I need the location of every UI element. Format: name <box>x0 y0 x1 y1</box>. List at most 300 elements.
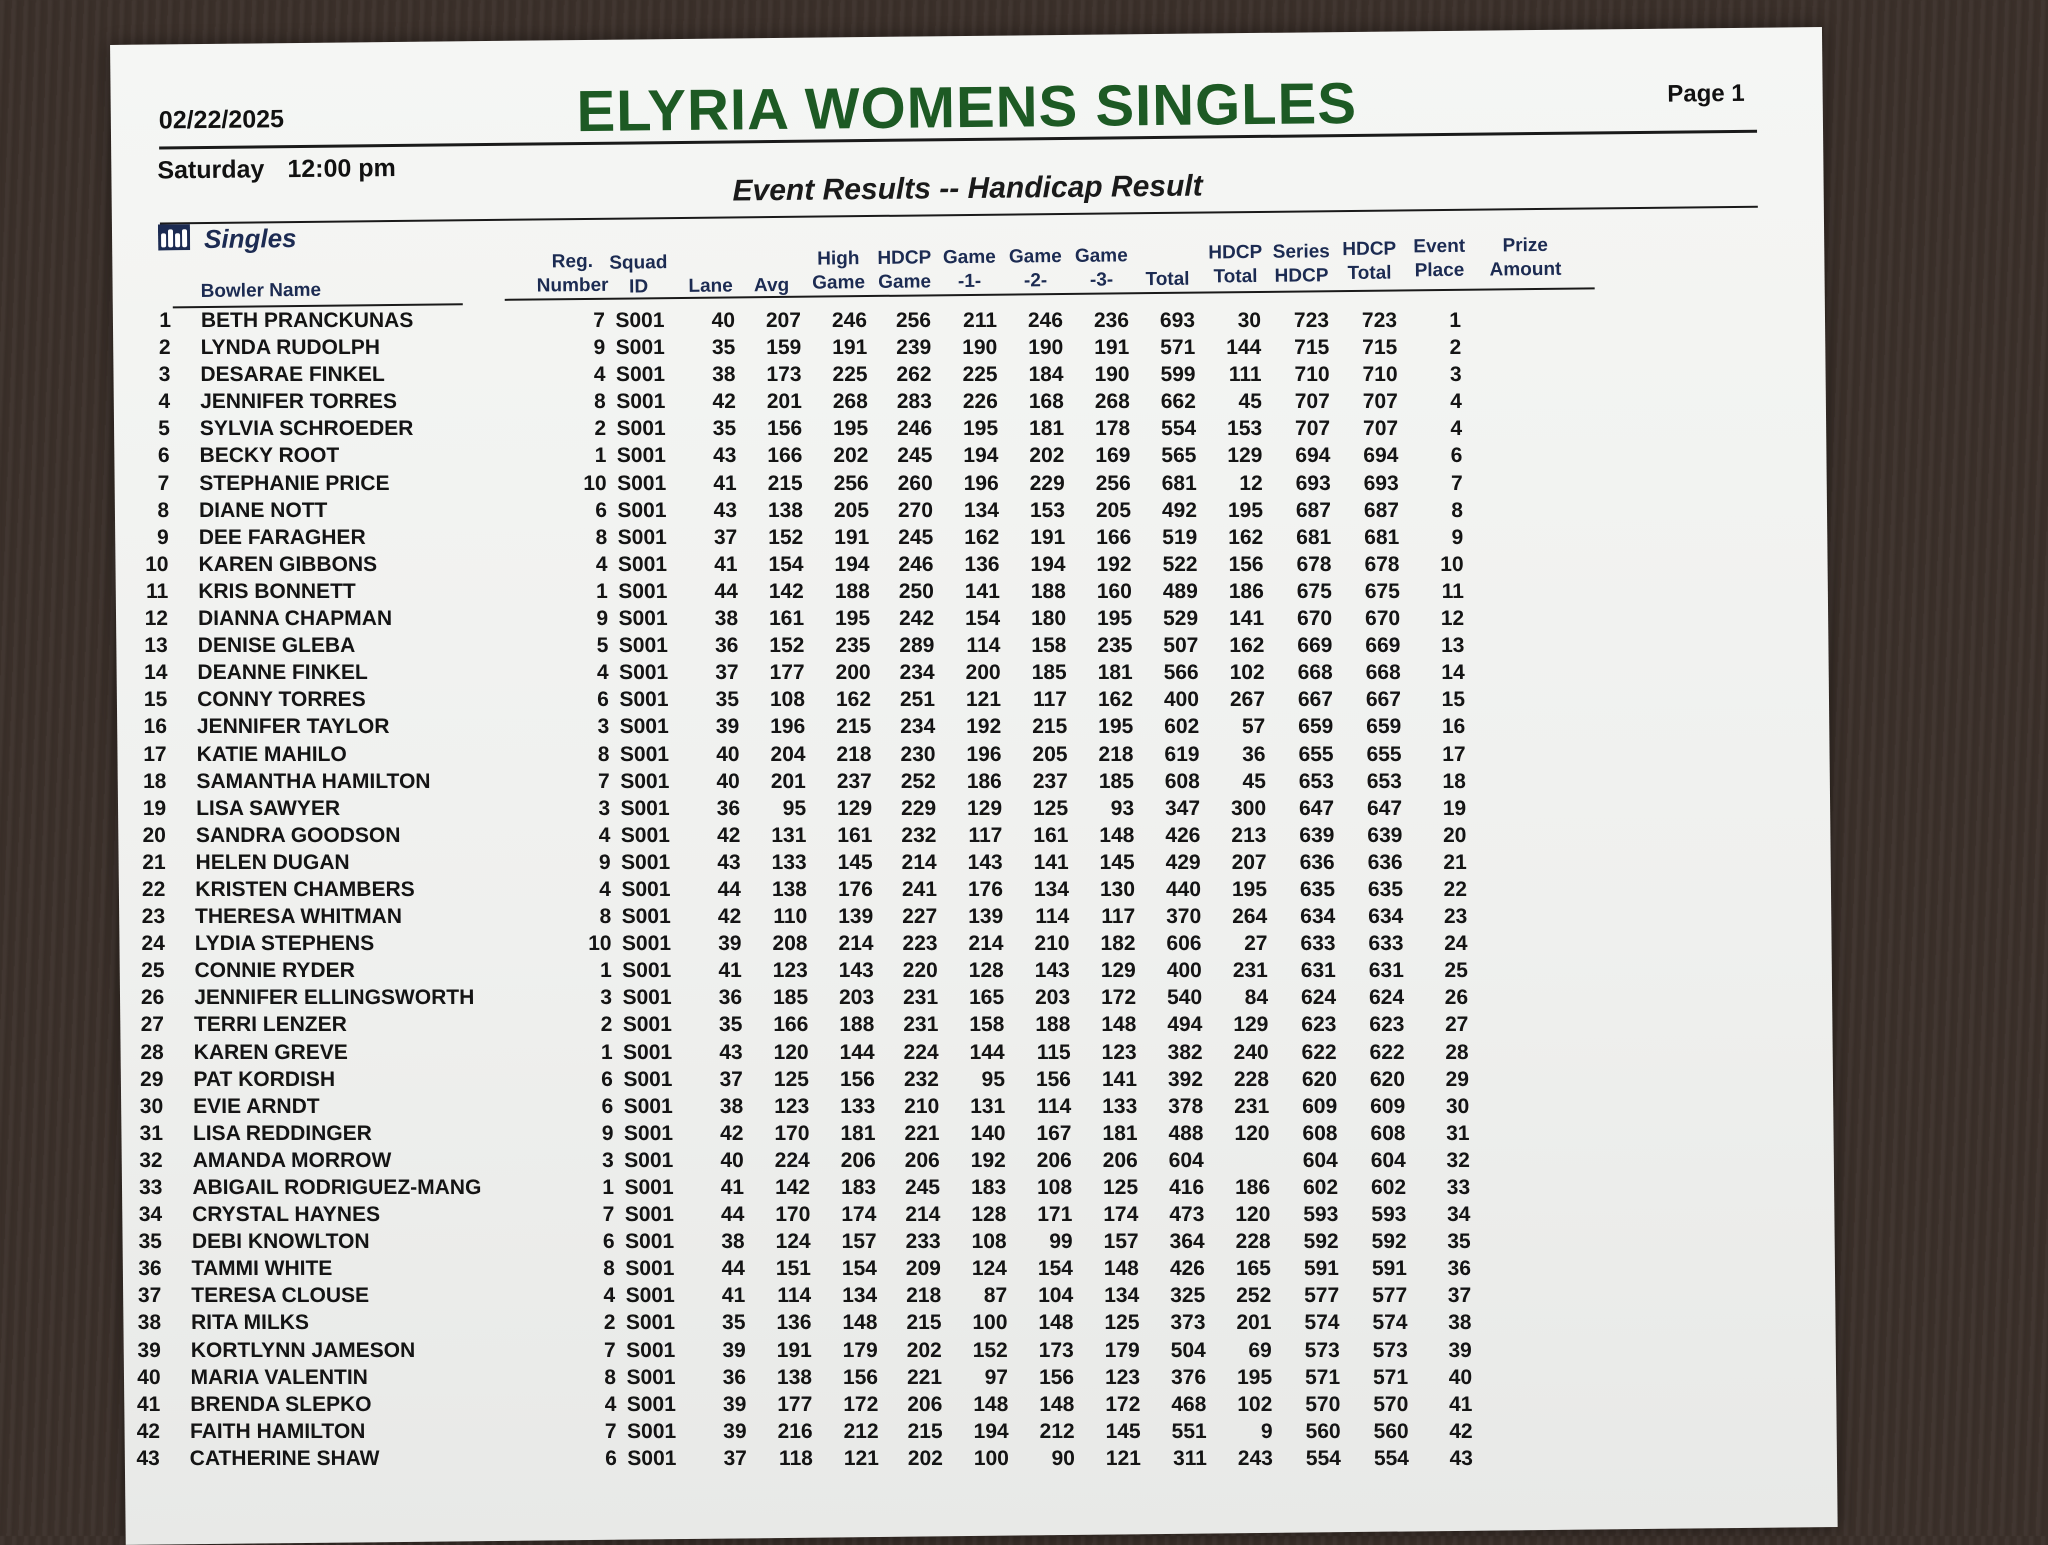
cell-lane: 44 <box>694 1201 744 1228</box>
cell-hgame: 245 <box>873 524 933 551</box>
cell-hgame: 218 <box>881 1282 941 1309</box>
cell-squad: S001 <box>605 659 683 686</box>
cell-lane: 39 <box>691 930 741 957</box>
cell-place: 27 <box>1412 1011 1468 1038</box>
cell-g1: 190 <box>939 334 997 361</box>
cell-hgame: 214 <box>880 1201 940 1228</box>
cell-reg: 3 <box>572 984 612 1011</box>
cell-reg: 3 <box>574 1147 614 1174</box>
cell-total2: 670 <box>1338 605 1400 632</box>
cell-total: 370 <box>1143 903 1201 930</box>
cell-g2: 203 <box>1012 984 1070 1011</box>
cell-lane: 37 <box>693 1066 743 1093</box>
cell-g3: 172 <box>1078 984 1136 1011</box>
cell-g3: 166 <box>1073 524 1131 551</box>
cell-reg: 8 <box>575 1255 615 1282</box>
cell-series: 631 <box>1276 957 1336 984</box>
cell-lane: 43 <box>692 1038 742 1065</box>
cell-squad: S001 <box>603 524 681 551</box>
cell-g2: 115 <box>1012 1038 1070 1065</box>
cell-lane: 40 <box>694 1147 744 1174</box>
row-rank: 31 <box>123 1120 163 1147</box>
cell-total2: 694 <box>1336 442 1398 469</box>
cell-series: 655 <box>1273 740 1333 767</box>
cell-g3: 195 <box>1075 713 1133 740</box>
cell-total: 540 <box>1144 984 1202 1011</box>
cell-place: 18 <box>1410 768 1466 795</box>
col-event-place: Event Place <box>1404 235 1474 284</box>
cell-high: 145 <box>813 849 873 876</box>
cell-reg: 4 <box>570 822 610 849</box>
cell-total: 619 <box>1141 740 1199 767</box>
cell-avg: 196 <box>745 713 805 740</box>
cell-avg: 131 <box>746 822 806 849</box>
cell-place: 6 <box>1406 442 1462 469</box>
cell-squad: S001 <box>609 1093 687 1120</box>
cell-total2: 723 <box>1335 307 1397 334</box>
cell-total2: 669 <box>1338 632 1400 659</box>
cell-g2: 229 <box>1007 470 1065 497</box>
cell-g2: 148 <box>1016 1391 1074 1418</box>
row-rank: 16 <box>127 713 167 740</box>
cell-squad: S001 <box>612 1364 690 1391</box>
cell-htotal: 207 <box>1209 849 1267 876</box>
cell-avg: 216 <box>752 1418 812 1445</box>
cell-total2: 571 <box>1346 1364 1408 1391</box>
cell-hgame: 227 <box>877 903 937 930</box>
cell-hgame: 245 <box>872 442 932 469</box>
cell-high: 256 <box>809 470 869 497</box>
cell-g1: 108 <box>948 1228 1006 1255</box>
cell-place: 30 <box>1413 1093 1469 1120</box>
cell-high: 212 <box>818 1418 878 1445</box>
cell-squad: S001 <box>607 930 685 957</box>
row-rank: 39 <box>121 1336 161 1363</box>
cell-reg: 1 <box>574 1174 614 1201</box>
cell-squad: S001 <box>606 795 684 822</box>
cell-g1: 148 <box>950 1391 1008 1418</box>
cell-htotal: 231 <box>1211 1093 1269 1120</box>
cell-place: 37 <box>1415 1282 1471 1309</box>
cell-avg: 185 <box>748 984 808 1011</box>
table-row <box>123 1255 1835 1282</box>
col-prize-amount: Prize Amount <box>1480 234 1570 283</box>
cell-reg: 2 <box>572 1011 612 1038</box>
cell-lane: 37 <box>697 1445 747 1472</box>
row-rank: 37 <box>121 1282 161 1309</box>
cell-g1: 154 <box>942 605 1000 632</box>
cell-hgame: 202 <box>883 1445 943 1472</box>
cell-hgame: 234 <box>875 713 935 740</box>
cell-g2: 141 <box>1011 849 1069 876</box>
cell-total2: 634 <box>1341 903 1403 930</box>
cell-g3: 134 <box>1081 1282 1139 1309</box>
cell-squad: S001 <box>602 388 680 415</box>
table-row <box>122 1174 1834 1201</box>
cell-total: 440 <box>1143 876 1201 903</box>
cell-high: 225 <box>807 361 867 388</box>
cell-g1: 214 <box>945 930 1003 957</box>
cell-reg: 8 <box>566 388 606 415</box>
cell-reg: 6 <box>569 686 609 713</box>
cell-total: 566 <box>1141 659 1199 686</box>
cell-g2: 168 <box>1006 388 1064 415</box>
bowler-name: KAREN GIBBONS <box>198 551 638 578</box>
cell-htotal: 9 <box>1214 1418 1272 1445</box>
cell-htotal: 195 <box>1214 1364 1272 1391</box>
bowler-name: LYNDA RUDOLPH <box>201 334 641 361</box>
bowler-name: CRYSTAL HAYNES <box>192 1201 632 1228</box>
cell-g1: 128 <box>948 1201 1006 1228</box>
cell-squad: S001 <box>609 1120 687 1147</box>
cell-total2: 678 <box>1337 551 1399 578</box>
table-row <box>118 822 1830 849</box>
cell-g3: 133 <box>1079 1093 1137 1120</box>
cell-place: 39 <box>1416 1336 1472 1363</box>
table-row <box>114 442 1826 469</box>
cell-high: 157 <box>816 1228 876 1255</box>
bowler-name: MARIA VALENTIN <box>190 1364 630 1391</box>
cell-g2: 206 <box>1014 1147 1072 1174</box>
bowler-name: KORTLYNN JAMESON <box>191 1336 631 1363</box>
cell-high: 205 <box>809 497 869 524</box>
cell-hgame: 206 <box>882 1391 942 1418</box>
cell-avg: 177 <box>745 659 805 686</box>
bowler-name: DEBI KNOWLTON <box>192 1228 632 1255</box>
cell-g1: 194 <box>950 1418 1008 1445</box>
cell-g1: 124 <box>949 1255 1007 1282</box>
cell-total: 473 <box>1146 1201 1204 1228</box>
cell-high: 188 <box>810 578 870 605</box>
cell-total: 426 <box>1142 822 1200 849</box>
cell-series: 620 <box>1277 1066 1337 1093</box>
cell-lane: 44 <box>695 1255 745 1282</box>
cell-total2: 715 <box>1335 334 1397 361</box>
cell-hgame: 231 <box>878 1011 938 1038</box>
cell-htotal: 267 <box>1207 686 1265 713</box>
cell-total: 378 <box>1145 1093 1203 1120</box>
table-row <box>114 415 1826 442</box>
cell-total: 599 <box>1137 361 1195 388</box>
cell-htotal: 141 <box>1206 605 1264 632</box>
cell-reg: 7 <box>574 1201 614 1228</box>
cell-total2: 687 <box>1337 497 1399 524</box>
cell-reg: 7 <box>576 1336 616 1363</box>
row-rank: 27 <box>124 1011 164 1038</box>
row-rank: 41 <box>120 1391 160 1418</box>
cell-htotal: 195 <box>1209 876 1267 903</box>
cell-g1: 195 <box>940 415 998 442</box>
cell-squad: S001 <box>610 1228 688 1255</box>
cell-htotal: 57 <box>1207 713 1265 740</box>
row-rank: 25 <box>124 957 164 984</box>
cell-avg: 215 <box>743 470 803 497</box>
cell-g1: 100 <box>951 1445 1009 1472</box>
cell-avg: 170 <box>750 1201 810 1228</box>
cell-hgame: 242 <box>874 605 934 632</box>
cell-total2: 659 <box>1339 713 1401 740</box>
cell-high: 191 <box>809 524 869 551</box>
cell-total: 554 <box>1138 415 1196 442</box>
bowler-name: ABIGAIL RODRIGUEZ-MANG <box>192 1174 632 1201</box>
cell-g1: 192 <box>948 1147 1006 1174</box>
cell-total: 400 <box>1141 686 1199 713</box>
cell-total2: 647 <box>1340 795 1402 822</box>
cell-series: 570 <box>1280 1391 1340 1418</box>
cell-high: 191 <box>807 334 867 361</box>
cell-total: 494 <box>1144 1011 1202 1038</box>
cell-htotal: 84 <box>1210 984 1268 1011</box>
cell-g1: 128 <box>946 957 1004 984</box>
cell-avg: 166 <box>742 442 802 469</box>
row-rank: 17 <box>127 740 167 767</box>
cell-series: 687 <box>1271 497 1331 524</box>
cell-g3: 205 <box>1073 497 1131 524</box>
cell-high: 156 <box>818 1364 878 1391</box>
cell-g3: 160 <box>1074 578 1132 605</box>
cell-hgame: 210 <box>879 1093 939 1120</box>
cell-htotal: 162 <box>1205 524 1263 551</box>
cell-g2: 158 <box>1008 632 1066 659</box>
cell-htotal: 213 <box>1208 822 1266 849</box>
cell-reg: 2 <box>566 415 606 442</box>
cell-place: 35 <box>1415 1228 1471 1255</box>
cell-lane: 38 <box>693 1093 743 1120</box>
cell-high: 156 <box>815 1066 875 1093</box>
cell-hgame: 215 <box>881 1309 941 1336</box>
bowler-name: SANDRA GOODSON <box>196 822 636 849</box>
cell-lane: 43 <box>690 849 740 876</box>
cell-g1: 114 <box>942 632 1000 659</box>
cell-hgame: 215 <box>882 1418 942 1445</box>
cell-squad: S001 <box>611 1255 689 1282</box>
cell-squad: S001 <box>610 1147 688 1174</box>
cell-g1: 140 <box>947 1120 1005 1147</box>
cell-g2: 125 <box>1010 795 1068 822</box>
cell-g2: 188 <box>1012 1011 1070 1038</box>
cell-series: 659 <box>1273 713 1333 740</box>
cell-htotal: 129 <box>1204 442 1262 469</box>
cell-hgame: 232 <box>879 1066 939 1093</box>
cell-place: 16 <box>1409 713 1465 740</box>
cell-total2: 710 <box>1335 361 1397 388</box>
row-rank: 13 <box>128 632 168 659</box>
cell-total: 571 <box>1137 334 1195 361</box>
cell-lane: 39 <box>689 713 739 740</box>
cell-high: 144 <box>814 1038 874 1065</box>
bowler-name: CATHERINE SHAW <box>190 1445 630 1472</box>
table-row <box>123 1309 1835 1336</box>
cell-reg: 7 <box>570 768 610 795</box>
bowler-name: TERESA CLOUSE <box>191 1282 631 1309</box>
cell-high: 214 <box>813 930 873 957</box>
cell-htotal: 153 <box>1204 415 1262 442</box>
cell-htotal: 120 <box>1212 1201 1270 1228</box>
cell-reg: 4 <box>569 659 609 686</box>
cell-total: 392 <box>1145 1066 1203 1093</box>
cell-lane: 36 <box>696 1364 746 1391</box>
table-row <box>117 713 1829 740</box>
cell-avg: 152 <box>744 632 804 659</box>
cell-place: 31 <box>1413 1120 1469 1147</box>
cell-reg: 4 <box>576 1391 616 1418</box>
cell-total: 400 <box>1144 957 1202 984</box>
row-rank: 18 <box>126 768 166 795</box>
cell-reg: 8 <box>567 524 607 551</box>
cell-g1: 95 <box>947 1066 1005 1093</box>
cell-lane: 38 <box>685 361 735 388</box>
cell-series: 634 <box>1275 903 1335 930</box>
cell-hgame: 246 <box>873 551 933 578</box>
cell-avg: 114 <box>751 1282 811 1309</box>
cell-series: 560 <box>1280 1418 1340 1445</box>
cell-avg: 201 <box>742 388 802 415</box>
row-rank: 15 <box>127 686 167 713</box>
cell-htotal: 201 <box>1213 1309 1271 1336</box>
cell-place: 24 <box>1411 930 1467 957</box>
cell-total: 606 <box>1143 930 1201 957</box>
cell-g2: 205 <box>1009 740 1067 767</box>
bowler-name: DIANE NOTT <box>199 497 639 524</box>
cell-total2: 693 <box>1337 470 1399 497</box>
bowler-name: SYLVIA SCHROEDER <box>200 415 640 442</box>
cell-place: 15 <box>1409 686 1465 713</box>
table-row <box>122 1228 1834 1255</box>
cell-squad: S001 <box>601 307 679 334</box>
bowler-name: LISA SAWYER <box>196 795 636 822</box>
row-rank: 33 <box>122 1174 162 1201</box>
cell-reg: 6 <box>573 1066 613 1093</box>
table-row <box>121 1120 1833 1147</box>
cell-series: 678 <box>1271 551 1331 578</box>
cell-place: 9 <box>1407 524 1463 551</box>
bowler-name: JENNIFER TORRES <box>200 388 640 415</box>
row-rank: 23 <box>125 903 165 930</box>
cell-series: 635 <box>1275 876 1335 903</box>
cell-g1: 100 <box>949 1309 1007 1336</box>
cell-htotal: 240 <box>1211 1038 1269 1065</box>
cell-reg: 1 <box>572 1038 612 1065</box>
cell-total2: 635 <box>1341 876 1403 903</box>
cell-squad: S001 <box>610 1174 688 1201</box>
cell-g3: 268 <box>1072 388 1130 415</box>
cell-squad: S001 <box>605 740 683 767</box>
cell-total2: 623 <box>1342 1011 1404 1038</box>
cell-total2: 604 <box>1344 1147 1406 1174</box>
cell-total: 429 <box>1143 849 1201 876</box>
cell-series: 723 <box>1269 307 1329 334</box>
cell-htotal: 243 <box>1215 1445 1273 1472</box>
table-row <box>118 795 1830 822</box>
cell-lane: 40 <box>689 740 739 767</box>
col-game-2: Game -2- <box>1002 245 1068 294</box>
bowler-name: KAREN GREVE <box>194 1038 634 1065</box>
cell-series: 707 <box>1270 415 1330 442</box>
cell-series: 669 <box>1272 632 1332 659</box>
row-rank: 30 <box>123 1093 163 1120</box>
bowler-name: KRISTEN CHAMBERS <box>195 876 635 903</box>
page-number: Page 1 <box>1667 80 1745 109</box>
col-game-1: Game -1- <box>936 246 1002 295</box>
bowler-name: LISA REDDINGER <box>193 1120 633 1147</box>
table-row <box>113 361 1825 388</box>
section-title: Singles <box>204 223 297 255</box>
cell-total2: 554 <box>1347 1445 1409 1472</box>
bowler-name: LYDIA STEPHENS <box>195 930 635 957</box>
cell-g2: 191 <box>1007 524 1065 551</box>
cell-g2: 194 <box>1007 551 1065 578</box>
cell-g2: 237 <box>1010 768 1068 795</box>
row-rank: 20 <box>126 822 166 849</box>
cell-htotal: 195 <box>1205 497 1263 524</box>
row-rank: 40 <box>120 1364 160 1391</box>
cell-high: 237 <box>812 768 872 795</box>
col-bowler-name: Bowler Name <box>201 279 322 304</box>
cell-avg: 138 <box>747 876 807 903</box>
cell-avg: 108 <box>745 686 805 713</box>
cell-total2: 573 <box>1346 1336 1408 1363</box>
cell-g3: 206 <box>1080 1147 1138 1174</box>
cell-total: 681 <box>1139 470 1197 497</box>
cell-place: 2 <box>1405 334 1461 361</box>
cell-place: 20 <box>1410 822 1466 849</box>
cell-reg: 1 <box>566 442 606 469</box>
cell-reg: 6 <box>577 1445 617 1472</box>
row-rank: 3 <box>130 361 170 388</box>
cell-htotal: 45 <box>1204 388 1262 415</box>
cell-reg: 4 <box>571 876 611 903</box>
table-row <box>116 632 1828 659</box>
cell-g3: 121 <box>1083 1445 1141 1472</box>
cell-htotal: 228 <box>1211 1066 1269 1093</box>
col-hdcp-total: HDCP Total <box>1202 241 1268 290</box>
row-rank: 26 <box>124 984 164 1011</box>
cell-total2: 668 <box>1339 659 1401 686</box>
cell-total2: 560 <box>1346 1418 1408 1445</box>
cell-reg: 4 <box>567 551 607 578</box>
row-rank: 21 <box>125 849 165 876</box>
cell-htotal: 111 <box>1203 361 1261 388</box>
cell-avg: 170 <box>749 1120 809 1147</box>
cell-hgame: 209 <box>881 1255 941 1282</box>
report-date: 02/22/2025 <box>159 105 284 135</box>
cell-high: 143 <box>814 957 874 984</box>
bowler-name: CONNIE RYDER <box>194 957 634 984</box>
cell-g2: 154 <box>1015 1255 1073 1282</box>
cell-g1: 196 <box>941 470 999 497</box>
cell-place: 34 <box>1414 1201 1470 1228</box>
cell-squad: S001 <box>601 334 679 361</box>
row-rank: 35 <box>122 1228 162 1255</box>
col-game-3: Game -3- <box>1068 244 1134 293</box>
cell-g1: 211 <box>939 307 997 334</box>
row-rank: 12 <box>128 605 168 632</box>
cell-squad: S001 <box>608 1011 686 1038</box>
cell-lane: 39 <box>696 1336 746 1363</box>
cell-lane: 37 <box>687 524 737 551</box>
cell-hgame: 245 <box>880 1174 940 1201</box>
cell-g1: 225 <box>939 361 997 388</box>
cell-squad: S001 <box>609 1066 687 1093</box>
bowler-name: DENISE GLEBA <box>198 632 638 659</box>
cell-g3: 123 <box>1082 1364 1140 1391</box>
cell-series: 647 <box>1274 795 1334 822</box>
cell-g3: 148 <box>1078 1011 1136 1038</box>
bowler-name: JENNIFER ELLINGSWORTH <box>194 984 634 1011</box>
cell-g1: 134 <box>941 497 999 524</box>
bowler-name: BETH PRANCKUNAS <box>201 307 641 334</box>
cell-squad: S001 <box>602 442 680 469</box>
